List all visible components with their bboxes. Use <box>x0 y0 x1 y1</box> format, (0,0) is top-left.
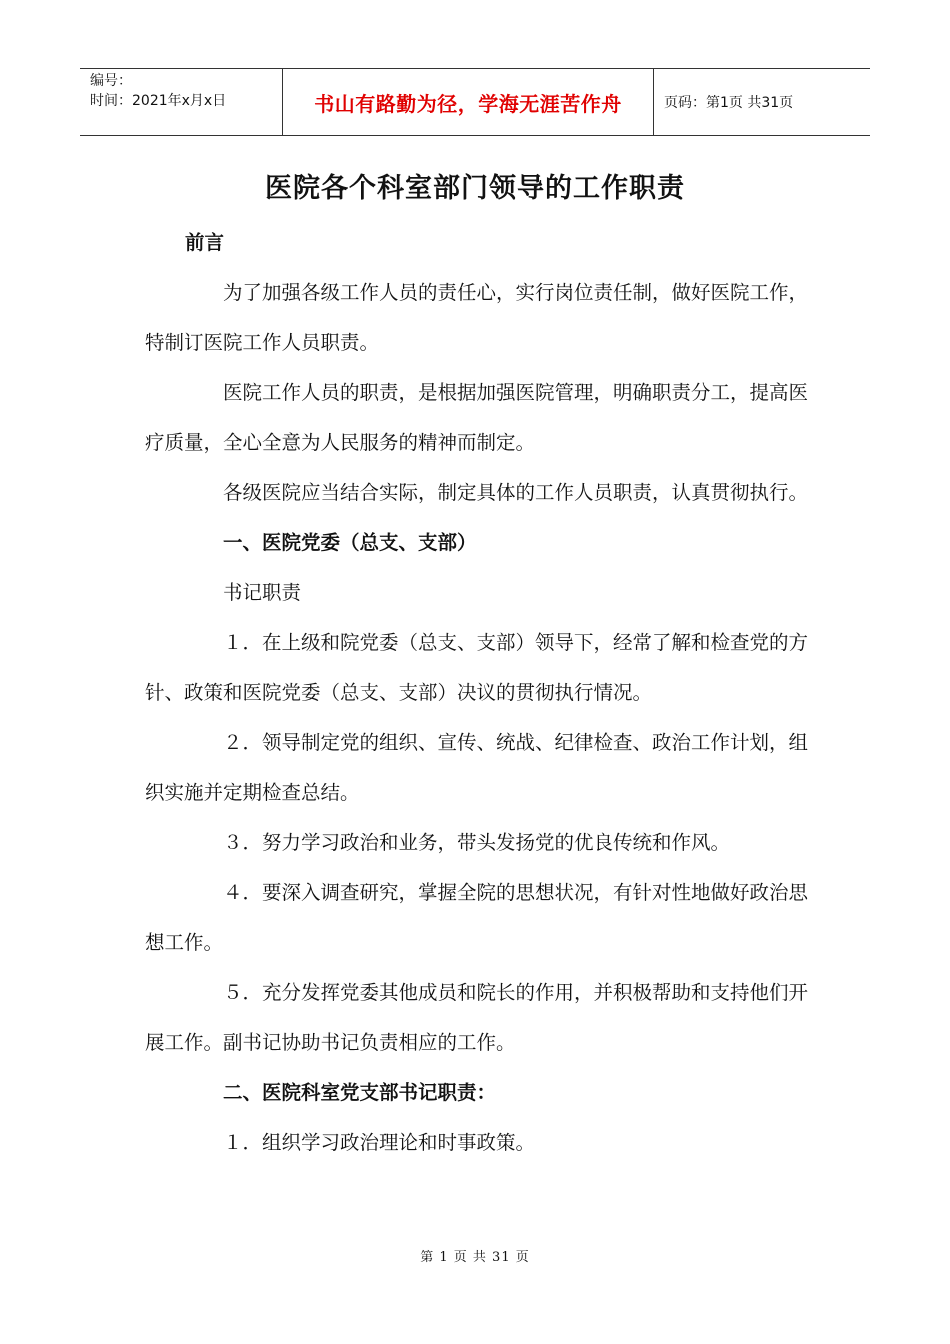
list-item: ３．努力学习政治和业务，带头发扬党的优良传统和作风。 <box>223 831 731 854</box>
list-item: ５．充分发挥党委其他成员和院长的作用，并积极帮助和支持他们开展工作。副书记协助书记负责相应的工作。 <box>145 981 809 1054</box>
page-footer: 第 1 页 共 31 页 <box>420 1250 530 1265</box>
document-body <box>145 218 815 1168</box>
header-meta <box>80 69 282 135</box>
section-heading: 二、医院科室党支部书记职责： <box>223 1081 497 1104</box>
list-item: １．在上级和院党委（总支、支部）领导下，经常了解和检查党的方针、政策和医院党委（总支、支部）决议的贯彻执行情况。 <box>145 631 809 704</box>
number-label: 编号： <box>90 73 132 89</box>
document-title: 医院各个科室部门领导的工作职责 <box>265 173 685 204</box>
header-motto: 书山有路勤为径，学海无涯苦作舟 <box>282 69 654 135</box>
preface-paragraph: 各级医院应当结合实际，制定具体的工作人员职责，认真贯彻执行。 <box>223 481 809 504</box>
section-subheading: 书记职责 <box>223 581 302 604</box>
section-heading: 一、医院党委（总支、支部） <box>223 531 477 554</box>
preface-paragraph: 为了加强各级工作人员的责任心，实行岗位责任制，做好医院工作，特制订医院工作人员职责。 <box>145 281 809 354</box>
header-page-info: 页码：第1页 共31页 <box>664 95 794 111</box>
list-item: ２．领导制定党的组织、宣传、统战、纪律检查、政治工作计划，组织实施并定期检查总结。 <box>145 731 809 804</box>
preface-paragraph: 医院工作人员的职责，是根据加强医院管理，明确职责分工，提高医疗质量，全心全意为人民服务的精神而制定。 <box>145 381 809 454</box>
preface-heading: 前言 <box>185 231 225 254</box>
list-item: ４．要深入调查研究，掌握全院的思想状况，有针对性地做好政治思想工作。 <box>145 881 809 954</box>
document-header <box>80 68 870 136</box>
time-label: 时间：2021年x月x日 <box>90 93 227 109</box>
list-item: １．组织学习政治理论和时事政策。 <box>223 1131 536 1154</box>
